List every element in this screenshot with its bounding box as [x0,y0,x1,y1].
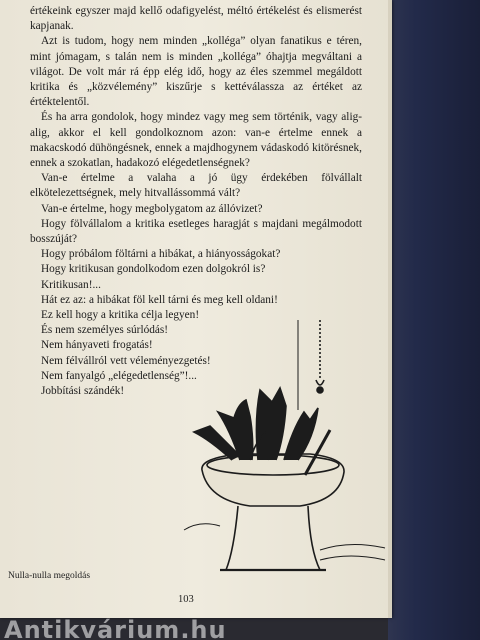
paragraph: Azt is tudom, hogy nem minden „kolléga” olyan fanatikus e téren, mint jómagam, s talán nem is minden „kolléga” óhajtja megváltani a világot. De volt már rá épp elég idő, hogy az éles szemmel megáldott kritika és „közvélemény” kiszűrje s kettéválassza az értéket az értéktelentől. [30,35,362,109]
caption: Nulla-nulla megoldás [8,571,91,581]
text-line: Hogy próbálom föltárni a hibákat, a hiányosságokat? [41,248,281,261]
toilet-illustration [180,320,392,590]
paragraph: Van-e értelme a valaha a jó ügy érdekében fölvállalt elkötelezettségnek, mely hitvallássommá vált? [30,172,362,200]
watermark: Antikvárium.hu [4,616,227,640]
text-line: Hát ez az: a hibákat föl kell tárni és meg kell oldani! [41,293,278,306]
text-line: Nem félvállról vett véleményezgetés! [41,354,211,367]
text-line: Van-e értelme, hogy megbolygatom az állóvizet? [41,202,263,215]
text-line: Kritikusan!... [41,278,101,291]
text-line: És nem személyes súrlódás! [41,324,169,337]
text-line: Ez kell hogy a kritika célja legyen! [41,309,200,322]
paragraph: értékeink egyszer majd kellő odafigyelést, méltó értékelést és elismerést kapjanak. [30,5,362,33]
paragraph: És ha arra gondolok, hogy mindez vagy meg sem történik, vagy alig-alig, akkor el kell gondolkoznom azon: van-e értelme ennek a makacskodó dühöngésnek, ennek a majdhogynem vádaskodó kitörésnek, ennek a szokatlan, hadakozó elégedetlenségnek? [30,111,362,170]
text-line: Nem fanyalgó „elégedetlenség”!... [41,369,197,382]
text-line: Hogy fölvállalom a kritika esetleges haragját s majdani megálmodott bosszúját? [30,217,362,246]
text-line: Hogy kritikusan gondolkodom ezen dolgokról is? [41,263,266,276]
text-line: Nem hányaveti frogatás! [41,339,153,352]
text-line: Jobbítási szándék! [41,385,125,398]
book-cover-edge [388,0,480,640]
page-number: 103 [178,594,194,605]
